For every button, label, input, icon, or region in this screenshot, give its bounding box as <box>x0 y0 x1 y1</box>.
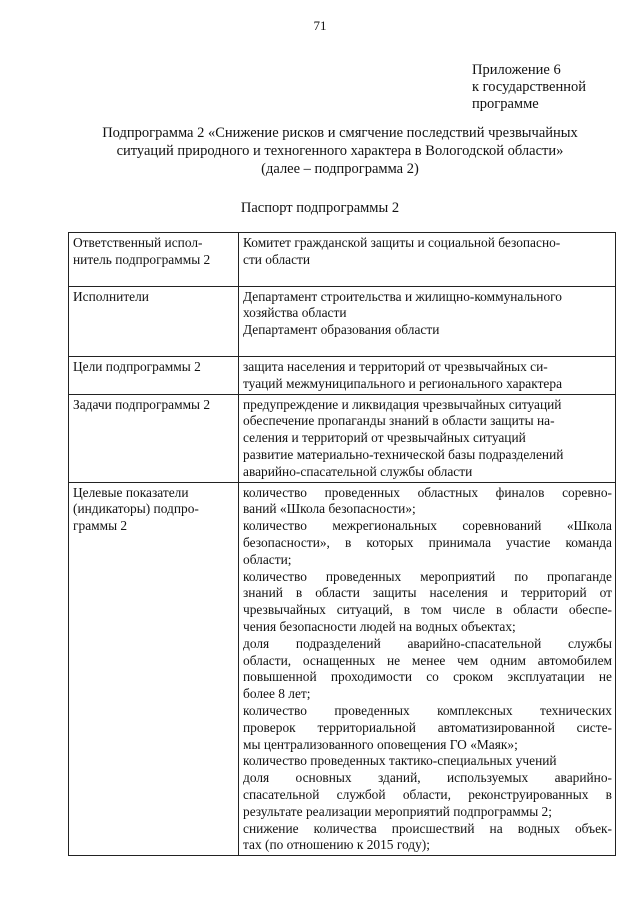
label-line: Цели подпрограммы 2 <box>73 358 201 374</box>
value-line: количество проведенных комплексных технических <box>243 702 612 718</box>
subprogram-title <box>60 124 620 178</box>
page-number: 71 <box>313 18 327 33</box>
row-label <box>69 233 239 287</box>
subprogram-title-line: ситуаций природного и техногенного характера в Вологодской области» <box>116 143 564 159</box>
value-line: результате реализации мероприятий подпрограммы 2; <box>243 803 552 819</box>
label-line: Ответственный испол- <box>73 235 203 250</box>
row-label <box>69 356 239 394</box>
appendix-line: программе <box>472 96 539 112</box>
value-line: хозяйства области <box>243 305 347 321</box>
value-line: снижение количества происшествий на водных объек- <box>243 820 612 836</box>
value-line: проверок территориальной автоматизированной систе- <box>243 719 612 735</box>
value-line: туаций межмуниципального и регионального характера <box>243 375 563 391</box>
subprogram-title-line: Подпрограмма 2 «Снижение рисков и смягчение последствий чрезвычайных <box>102 125 578 141</box>
value-line: повышенной проходимости со сроком эксплуатации не <box>243 669 612 685</box>
label-line: Целевые показатели <box>73 484 189 500</box>
label-line: граммы 2 <box>73 518 128 534</box>
row-value <box>239 356 616 394</box>
label-line: (индикаторы) подпро- <box>73 501 199 517</box>
row-value <box>239 286 616 356</box>
appendix-line: Приложение 6 <box>472 62 561 78</box>
value-line: чрезвычайных ситуаций, в том числе в области обеспе- <box>243 602 612 618</box>
subprogram-title-line: (далее – подпрограмма 2) <box>261 161 419 177</box>
value-line: количество проведенных тактико-специальных учений <box>243 753 557 769</box>
value-line: развитие материально-технической базы подразделений <box>243 446 564 462</box>
value-line: мы централизованного оповещения ГО «Маяк»; <box>243 736 518 752</box>
value-line: предупреждение и ликвидация чрезвычайных ситуаций <box>243 396 562 412</box>
label-line: нитель подпрограммы 2 <box>73 251 211 267</box>
row-value <box>239 482 616 856</box>
appendix-line: к государственной <box>472 79 587 95</box>
passport-table <box>68 232 616 856</box>
value-line: знаний в области защиты населения и территорий от <box>243 585 612 601</box>
value-line: количество проведенных областных финалов соревно- <box>243 484 612 500</box>
value-line: сти области <box>243 251 311 267</box>
value-line: обеспечение пропаганды знаний в области защиты на- <box>243 413 555 429</box>
value-line: количество проведенных мероприятий по пропаганде <box>243 568 612 584</box>
value-line: селения и территорий от чрезвычайных ситуаций <box>243 430 526 446</box>
value-line: защита населения и территорий от чрезвычайных си- <box>243 358 548 374</box>
row-label <box>69 482 239 856</box>
label-line: Исполнители <box>73 288 149 304</box>
value-line: более 8 лет; <box>243 686 311 702</box>
row-label <box>69 286 239 356</box>
passport-heading: Паспорт подпрограммы 2 <box>240 200 400 216</box>
value-line: тах (по отношению к 2015 году); <box>243 837 430 853</box>
value-line: Департамент образования области <box>243 322 440 338</box>
value-line: чения безопасности людей на водных объектах; <box>243 618 516 634</box>
value-line: безопасности», в которых принимала участие команда <box>243 534 612 550</box>
table-row <box>69 394 616 482</box>
value-line: области, оснащенных не менее чем одним автомобилем <box>243 652 612 668</box>
value-line: области; <box>243 551 292 567</box>
table-row <box>69 356 616 394</box>
row-label <box>69 394 239 482</box>
table-row <box>69 233 616 287</box>
row-value <box>239 394 616 482</box>
table-row <box>69 286 616 356</box>
value-line: спасательной службой области, реконструированных в <box>243 786 612 802</box>
value-line: доля основных зданий, используемых аварийно- <box>243 770 612 786</box>
table-row <box>69 482 616 856</box>
value-line: доля подразделений аварийно-спасательной службы <box>243 635 612 651</box>
value-line: ваний «Школа безопасности»; <box>243 501 416 517</box>
value-line: Комитет гражданской защиты и социальной безопасно- <box>243 235 561 250</box>
value-line: количество межрегиональных соревнований «Школа <box>243 518 612 534</box>
value-line: аварийно-спасательной службы области <box>243 463 473 479</box>
row-value <box>239 233 616 287</box>
label-line: Задачи подпрограммы 2 <box>73 396 211 412</box>
value-line: Департамент строительства и жилищно-коммунального <box>243 288 562 304</box>
appendix-label <box>472 62 586 113</box>
